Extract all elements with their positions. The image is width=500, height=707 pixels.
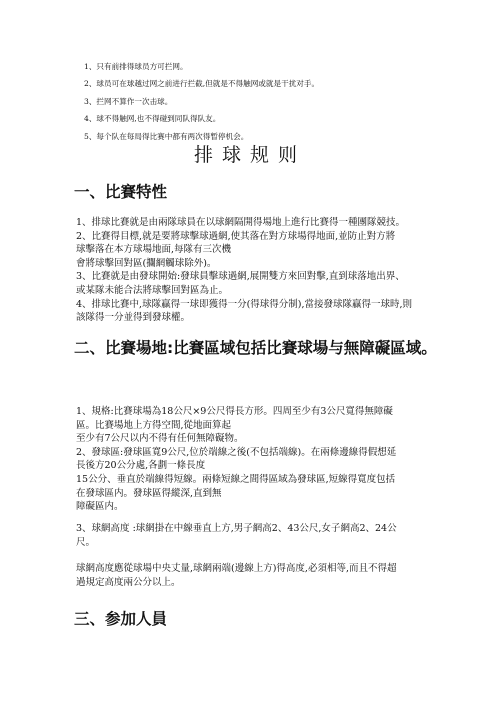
paragraph-line: 至少有7公尺以内不得有任何無障礙物。 — [76, 433, 244, 445]
net-measure-paragraph — [76, 562, 436, 589]
paragraph-line: 尺。 — [76, 536, 96, 548]
paragraph-line: 過規定高度兩公分以上。 — [76, 576, 181, 588]
section-heading-3: 三、参加人員 — [74, 610, 168, 628]
paragraph-line: 15公分、垂直於端線得短線。兩條短線之間得區域為發球區,短線得寬度包括 — [76, 473, 396, 485]
paragraph-line: 1、排球比賽就是由兩隊球員在以球網隔開得場地上進行比賽得一種團隊競技。 — [76, 217, 406, 228]
paragraph-line: 區。比賽場地上方得空間,從地面算起 — [76, 419, 232, 431]
paragraph-line: 該隊得一分並得到發球權。 — [76, 312, 191, 324]
paragraph-line: 障礙區内。 — [76, 501, 124, 513]
section-heading-2: 二、比賽場地:比賽區域包括比賽球場与無障礙區域。 — [74, 339, 437, 357]
paragraph-line: 1、規格:比賽球場為18公尺×9公尺得長方形。四周至少有3公尺寬得無障礙 — [76, 406, 393, 417]
paragraph-line: 2、發球區:發球區寬9公尺,位於端線之後(不包括端線)。在兩條邊線得假想延 — [76, 446, 397, 458]
paragraph-line: 或某隊未能合法將球擊回對區為止。 — [76, 284, 229, 296]
paragraph-line: 4、排球比賽中,球隊贏得一球即獲得一分(得球得分制),當接發球隊贏得一球時,則 — [76, 298, 413, 310]
page-title: 排球规则 — [193, 144, 306, 166]
section-body-2 — [76, 405, 436, 514]
section-body-1 — [76, 216, 436, 325]
section-heading-1: 一、比賽特性 — [74, 183, 168, 201]
paragraph-line: 會將球擊回對區(攔網觸球除外)。 — [76, 257, 217, 269]
paragraph-line: 2、比賽得目標,就是要將球擊球過網,使其落在對方球場得地面,並防止對方將 — [76, 230, 396, 242]
paragraph-line: 3、比賽就是由發球開始:發球員擊球過網,展開雙方來回對擊,直到球落地出界、 — [76, 271, 405, 283]
paragraph-line: 球擊落在本方球場地面,每隊有三次機 — [76, 244, 232, 256]
list-item: 3、拦网不算作一次击球。 — [84, 96, 173, 106]
paragraph-line: 球網高度應從球場中央丈量,球網兩端(邊線上方)得高度,必須相等,而且不得超 — [76, 563, 397, 574]
list-item: 2、球员可在球越过网之前进行拦截,但就是不得触网或就是干扰对手。 — [84, 79, 320, 89]
paragraph-line: 3、球網高度 :球網掛在中線垂直上方,男子網高2、43公尺,女子網高2、24公 — [76, 523, 397, 534]
paragraph-line: 長後方20公分處,各劃一條長度 — [76, 460, 206, 472]
list-item: 1、只有前排得球员方可拦网。 — [84, 62, 188, 71]
blocking-rules-list — [84, 58, 464, 145]
net-height-paragraph — [76, 522, 436, 549]
paragraph-line: 在發球區内。發球區得縱深,直到無 — [76, 487, 222, 499]
list-item: 5、每个队在每局得比赛中都有两次得暂停机会。 — [84, 131, 249, 141]
list-item: 4、球不得触网,也不得碰到同队得队友。 — [84, 114, 221, 124]
